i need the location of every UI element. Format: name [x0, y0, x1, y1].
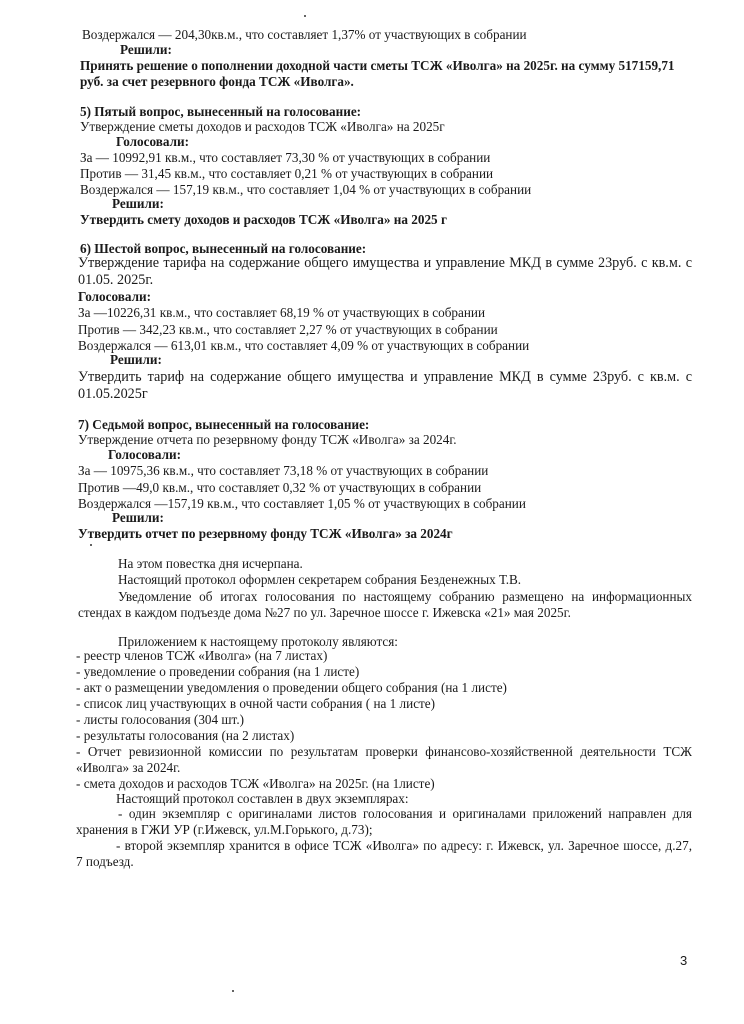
secretary-line: Настоящий протокол оформлен секретарем собрания Безденежных Т.В.	[118, 572, 522, 587]
appendix-item: - акт о размещении уведомления о проведении общего собрания (на 1 листе)	[76, 680, 507, 695]
q5-against: Против — 31,45 кв.м., что составляет 0,21 % от участвующих в собрании	[80, 166, 494, 181]
appendix-intro: Приложением к настоящему протоколу являются:	[118, 634, 398, 649]
copy2-line1: - второй экземпляр хранится в офисе ТСЖ «Иволга» по адресу: г. Ижевск, ул. Заречное шоссе, д.27,	[116, 838, 692, 853]
copies-intro: Настоящий протокол составлен в двух экземплярах:	[116, 791, 409, 806]
appendix-report-line1: - Отчет ревизионной комиссии по результатам проверки финансово-хозяйственной деятельности ТСЖ	[76, 744, 692, 759]
q5-decided-label: Решили:	[112, 196, 164, 211]
q5-abstained: Воздержался — 157,19 кв.м., что составляет 1,04 % от участвующих в собрании	[80, 182, 532, 197]
agenda-done: На этом повестка дня исчерпана.	[118, 556, 303, 571]
appendix-item: - листы голосования (304 шт.)	[76, 712, 245, 727]
copy1-line2: хранения в ГЖИ УР (г.Ижевск, ул.М.Горького, д.73);	[76, 822, 373, 837]
q6-voted-label: Голосовали:	[78, 289, 151, 304]
appendix-item-last: - смета доходов и расходов ТСЖ «Иволга» на 2025г. (на 1листе)	[76, 776, 435, 791]
q6-decision-line2: 01.05.2025г	[78, 386, 148, 402]
q7-for: За — 10975,36 кв.м., что составляет 73,18 % от участвующих в собрании	[78, 463, 489, 478]
q5-subject: Утверждение сметы доходов и расходов ТСЖ «Иволга» на 2025г	[80, 119, 445, 134]
appendix-item: - результаты голосования (на 2 листах)	[76, 728, 295, 743]
q7-heading: 7) Седьмой вопрос, вынесенный на голосование:	[78, 417, 370, 432]
q5-for: За — 10992,91 кв.м., что составляет 73,30 % от участвующих в собрании	[80, 150, 491, 165]
q7-subject: Утверждение отчета по резервному фонду ТСЖ «Иволга» за 2024г.	[78, 432, 457, 447]
q6-subject-line1: Утверждение тарифа на содержание общего имущества и управление МКД в сумме 23руб. с кв.м. с	[78, 255, 692, 271]
q5-heading: 5) Пятый вопрос, вынесенный на голосование:	[80, 104, 362, 119]
q6-subject-line2: 01.05. 2025г.	[78, 272, 154, 288]
notice-line1: Уведомление об итогах голосования по настоящему собранию размещено на информационных	[118, 589, 692, 604]
q7-voted-label: Голосовали:	[108, 447, 181, 462]
q7-decision: Утвердить отчет по резервному фонду ТСЖ «Иволга» за 2024г	[78, 526, 453, 541]
scan-speck	[304, 15, 306, 17]
q5-decision: Утвердить смету доходов и расходов ТСЖ «Иволга» на 2025 г	[80, 212, 447, 227]
scan-speck	[90, 544, 92, 546]
prev-decision-line2: руб. за счет резервного фонда ТСЖ «Иволга».	[80, 74, 354, 89]
q6-decision-line1: Утвердить тариф на содержание общего имущества и управление МКД в сумме 23руб. с кв.м. с	[78, 369, 692, 385]
appendix-item: - уведомление о проведении собрания (на 1 листе)	[76, 664, 360, 679]
q6-heading: 6) Шестой вопрос, вынесенный на голосование:	[80, 241, 367, 256]
appendix-item: - реестр членов ТСЖ «Иволга» (на 7 листах)	[76, 648, 328, 663]
prev-decided-label: Решили:	[120, 42, 172, 57]
appendix-item: - список лиц участвующих в очной части собрания ( на 1 листе)	[76, 696, 436, 711]
q6-for: За —10226,31 кв.м., что составляет 68,19 % от участвующих в собрании	[78, 305, 486, 320]
q7-decided-label: Решили:	[112, 510, 164, 525]
prev-decision-line1: Принять решение о пополнении доходной части сметы ТСЖ «Иволга» на 2025г. на сумму 517159,71	[80, 58, 675, 73]
q6-against: Против — 342,23 кв.м., что составляет 2,27 % от участвующих в собрании	[78, 322, 498, 337]
page-number: 3	[680, 953, 688, 968]
q6-abstained: Воздержался — 613,01 кв.м., что составляет 4,09 % от участвующих в собрании	[78, 338, 530, 353]
scan-speck	[232, 990, 234, 992]
appendix-report-line2: «Иволга» за 2024г.	[76, 760, 181, 775]
prev-abstained-line: Воздержался — 204,30кв.м., что составляет 1,37% от участвующих в собрании	[82, 27, 527, 42]
copy1-line1: - один экземпляр с оригиналами листов голосования и оригиналами приложений направлен для	[118, 806, 692, 821]
copy2-line2: 7 подъезд.	[76, 854, 134, 869]
q5-voted-label: Голосовали:	[116, 134, 189, 149]
q6-decided-label: Решили:	[110, 352, 162, 367]
q7-against: Против —49,0 кв.м., что составляет 0,32 % от участвующих в собрании	[78, 480, 482, 495]
q7-abstained: Воздержался —157,19 кв.м., что составляет 1,05 % от участвующих в собрании	[78, 496, 526, 511]
notice-line2: стендах в каждом подъезде дома №27 по ул. Заречное шоссе г. Ижевска «21» мая 2025г.	[78, 605, 571, 620]
